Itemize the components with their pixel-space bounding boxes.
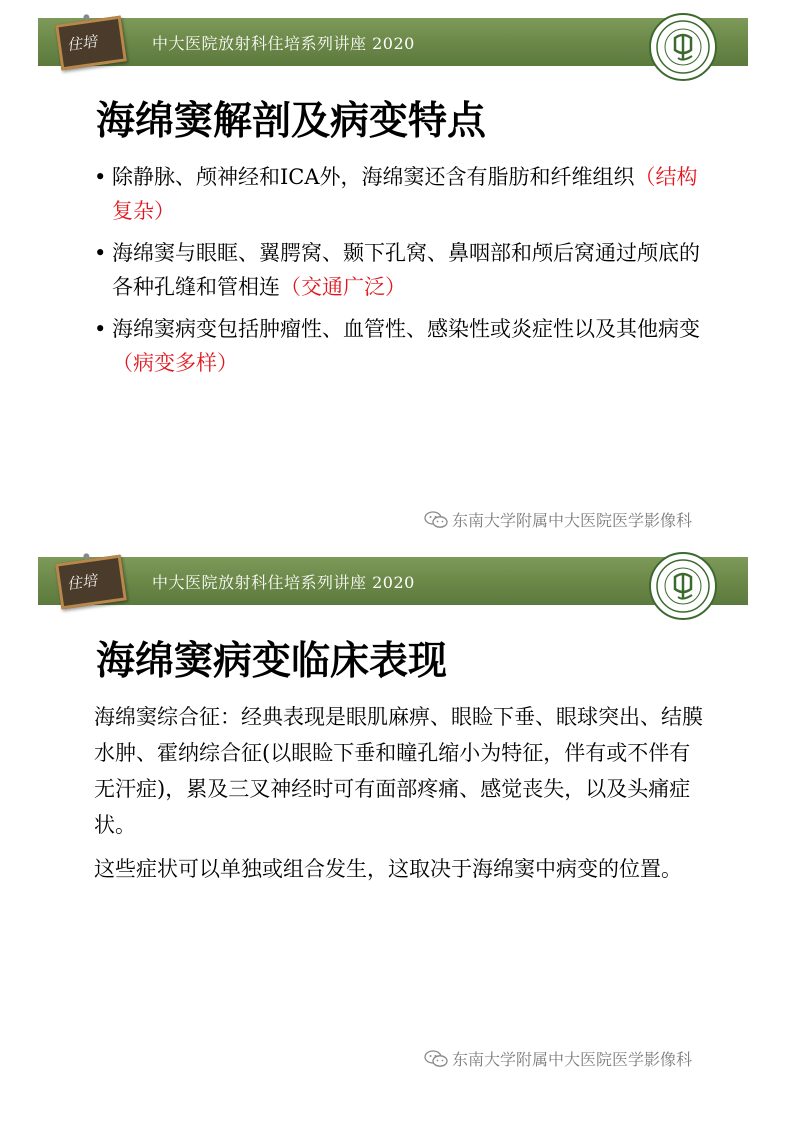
- footer-text: 东南大学附属中大医院医学影像科: [452, 511, 693, 530]
- chalkboard-badge-icon: [55, 555, 127, 610]
- slide-heading: 海绵窦解剖及病变特点: [96, 99, 487, 144]
- seal-logo-icon: [648, 551, 718, 621]
- bullet-text: 海绵窦病变包括肿瘤性、血管性、感染性或炎症性以及其他病变: [112, 317, 700, 341]
- slide-banner: [38, 18, 748, 66]
- chalkboard-badge-icon: [55, 16, 127, 71]
- paragraph: 海绵窦综合征：经典表现是眼肌麻痹、眼睑下垂、眼球突出、结膜水肿、霍纳综合征(以眼睑下垂和瞳孔缩小为特征，伴有或不伴有无汗症)，累及三叉神经时可有面部疼痛、感觉丧失，以及头痛症状。: [94, 705, 703, 837]
- footer-watermark: [424, 1047, 692, 1070]
- wechat-icon: [424, 511, 448, 529]
- bullet-text: 除静脉、颅神经和ICA外，海绵窦还含有脂肪和纤维组织: [112, 165, 635, 189]
- slide-anatomy: [38, 18, 748, 530]
- bullet-dot-icon: •: [94, 165, 107, 189]
- slide-heading: 海绵窦病变临床表现: [96, 639, 448, 684]
- badge-text: 住培: [65, 32, 99, 55]
- banner-title: 中大医院放射科住培系列讲座 2020: [152, 34, 415, 53]
- wechat-icon: [424, 1050, 448, 1068]
- bullet-highlight: （交通广泛）: [280, 275, 406, 299]
- bullet-list: [94, 160, 704, 388]
- bullet-item: [94, 160, 704, 228]
- footer-text: 东南大学附属中大医院医学影像科: [452, 1050, 693, 1069]
- slide-clinical: [38, 557, 748, 1069]
- footer-watermark: [424, 508, 692, 531]
- body-text: [94, 699, 706, 895]
- bullet-dot-icon: •: [94, 317, 107, 341]
- bullet-highlight: （结构复杂）: [112, 165, 698, 223]
- nail-icon: [83, 553, 90, 560]
- paragraph: 这些症状可以单独或组合发生，这取决于海绵窦中病变的位置。: [94, 857, 682, 881]
- bullet-item: [94, 236, 704, 304]
- slide-banner: [38, 557, 748, 605]
- bullet-text: 海绵窦与眼眶、翼腭窝、颞下孔窝、鼻咽部和颅后窝通过颅底的各种孔缝和管相连: [112, 241, 700, 299]
- badge-text: 住培: [65, 571, 99, 594]
- bullet-item: [94, 312, 704, 380]
- seal-logo-icon: [648, 12, 718, 82]
- banner-title: 中大医院放射科住培系列讲座 2020: [152, 573, 415, 592]
- bullet-highlight: （病变多样）: [112, 351, 238, 375]
- nail-icon: [83, 14, 90, 21]
- bullet-dot-icon: •: [94, 241, 107, 265]
